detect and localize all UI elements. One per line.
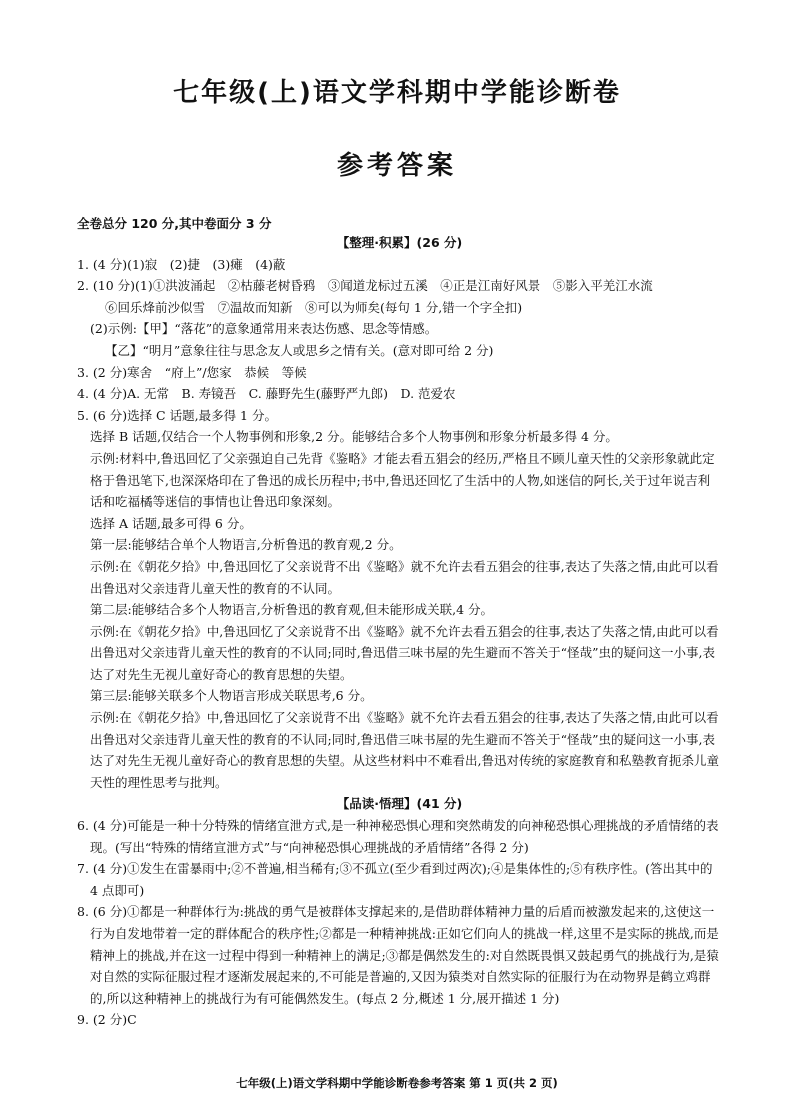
answer-q2-line2: ⑥回乐烽前沙似雪 ⑦温故而知新 ⑧可以为师矣(每句 1 分,错一个字全扣) [105, 299, 523, 315]
answer-q5-level3-example: 示例:在《朝花夕拾》中,鲁迅回忆了父亲说背不出《鉴略》就不允许去看五猖会的往事,表达了失落之情,由此可以看出鲁迅对父亲违背儿童天性的教育的不认同;同时,鲁迅借三味书屋的先生避而不答关于“怪哉”虫的疑问这一小事,表达了对先生无视儿童好奇心的教育思想的失望。从这些材料中不难看出,鲁迅对传统的家庭教育和私塾教育扼杀儿童天性的理性思考与批判。 [90, 710, 719, 790]
answer-q5-topic-b-example: 示例:材料中,鲁迅回忆了父亲强迫自己先背《鉴略》才能去看五猖会的经历,严格且不顾儿童天性的父亲形象就此定格于鲁迅笔下,也深深烙印在了鲁迅的成长历程中;书中,鲁迅还回忆了生活中的人物,如迷信的阿长,关于过年说吉利话和吃福橘等迷信的事情也让鲁迅印象深刻。 [90, 450, 715, 510]
answer-q5-level3: 第三层:能够关联多个人物语言形成关联思考,6 分。 [90, 688, 373, 704]
answer-q7: 7. (4 分)①发生在雷暴雨中;②不普遍,相当稀有;③不孤立(至少看到过两次);④是集体性的;⑤有秩序性。(答出其中的 4 点即可) [77, 861, 713, 898]
answer-q5-level1-example: 示例:在《朝花夕拾》中,鲁迅回忆了父亲说背不出《鉴略》就不允许去看五猖会的往事,表达了失落之情,由此可以看出鲁迅对父亲违背儿童天性的教育的不认同。 [90, 558, 719, 596]
answer-q8: 8. (6 分)①都是一种群体行为:挑战的勇气是被群体支撑起来的,是借助群体精神力量的后盾而被激发起来的,这使这一行为自发地带着一定的群体配合的秩序性;②都是一种精神挑战:正如它们向人的挑战一样,这里不是实际的挑战,而是精神上的挑战,并在这一过程中得到一种精神上的满足;③都是偶然发生的:对自然既畏惧又鼓起勇气的挑战行为,是猿对自然的实际征服过程才逐渐发展起来的,不可能是普遍的,又因为猿类对自然实际的征服行为在动物界是鹤立鸡群的,所以这种精神上的挑战行为有可能偶然发生。(每点 2 分,概述 1 分,展开描述 1 分) [77, 904, 719, 1006]
answer-q5-level2: 第二层:能够结合多个人物语言,分析鲁迅的教育观,但未能形成关联,4 分。 [90, 602, 494, 618]
answer-q5-level2-example: 示例:在《朝花夕拾》中,鲁迅回忆了父亲说背不出《鉴略》就不允许去看五猖会的往事,表达了失落之情,由此可以看出鲁迅对父亲违背儿童天性的教育的不认同;同时,鲁迅借三味书屋的先生避而不答关于“怪哉”虫的疑问这一小事,表达了对先生无视儿童好奇心的教育思想的失望。 [90, 623, 719, 682]
answer-q2-part2-yi: 【乙】“明月”意象往往与思念友人或思乡之情有关。(意对即可给 2 分) [105, 342, 494, 358]
answer-q2-part2: (2)示例:【甲】“落花”的意象通常用来表达伤感、思念等情感。 [90, 321, 438, 337]
page-footer: 七年级(上)语文学科期中学能诊断卷参考答案 第 1 页(共 2 页) [236, 1076, 558, 1090]
section-heading-accumulation: 【整理·积累】(26 分) [336, 235, 463, 250]
answer-q6: 6. (4 分)可能是一种十分特殊的情绪宣泄方式,是一种神秘恐惧心理和突然萌发的向神秘恐惧心理挑战的矛盾情绪的表现。(写出“特殊的情绪宣泄方式”与“向神秘恐惧心理挑战的矛盾情绪”各得 2 分) [77, 818, 719, 855]
answer-q1: 1. (4 分)(1)寂 (2)捷 (3)瘫 (4)蔽 [77, 256, 286, 272]
answer-q2-line1: 2. (10 分)(1)①洪波涌起 ②枯藤老树昏鸦 ③闻道龙标过五溪 ④正是江南好风景 ⑤影入平羌江水流 [77, 278, 653, 294]
page-subtitle: 参考答案 [336, 151, 457, 181]
answer-body [77, 232, 722, 1031]
answer-q5-topic-a: 选择 A 话题,最多可得 6 分。 [90, 515, 252, 531]
answer-q9: 9. (2 分)C [77, 1012, 137, 1028]
page-title: 七年级(上)语文学科期中学能诊断卷 [173, 78, 621, 108]
answer-q4: 4. (4 分)A. 无常 B. 寿镜吾 C. 藤野先生(藤野严九郎) D. 范爱农 [77, 386, 456, 402]
answer-q5-level1: 第一层:能够结合单个人物语言,分析鲁迅的教育观,2 分。 [90, 537, 402, 553]
answer-q3: 3. (2 分)寒舍 “府上”/您家 恭候 等候 [77, 364, 307, 380]
section-heading-reading: 【品读·悟理】(41 分) [336, 796, 463, 812]
score-summary: 全卷总分 120 分,其中卷面分 3 分 [77, 216, 272, 231]
answer-q5-intro: 5. (6 分)选择 C 话题,最多得 1 分。 [77, 407, 277, 423]
answer-q5-topic-b: 选择 B 话题,仅结合一个人物事例和形象,2 分。能够结合多个人物事例和形象分析最多得 4 分。 [90, 429, 618, 445]
